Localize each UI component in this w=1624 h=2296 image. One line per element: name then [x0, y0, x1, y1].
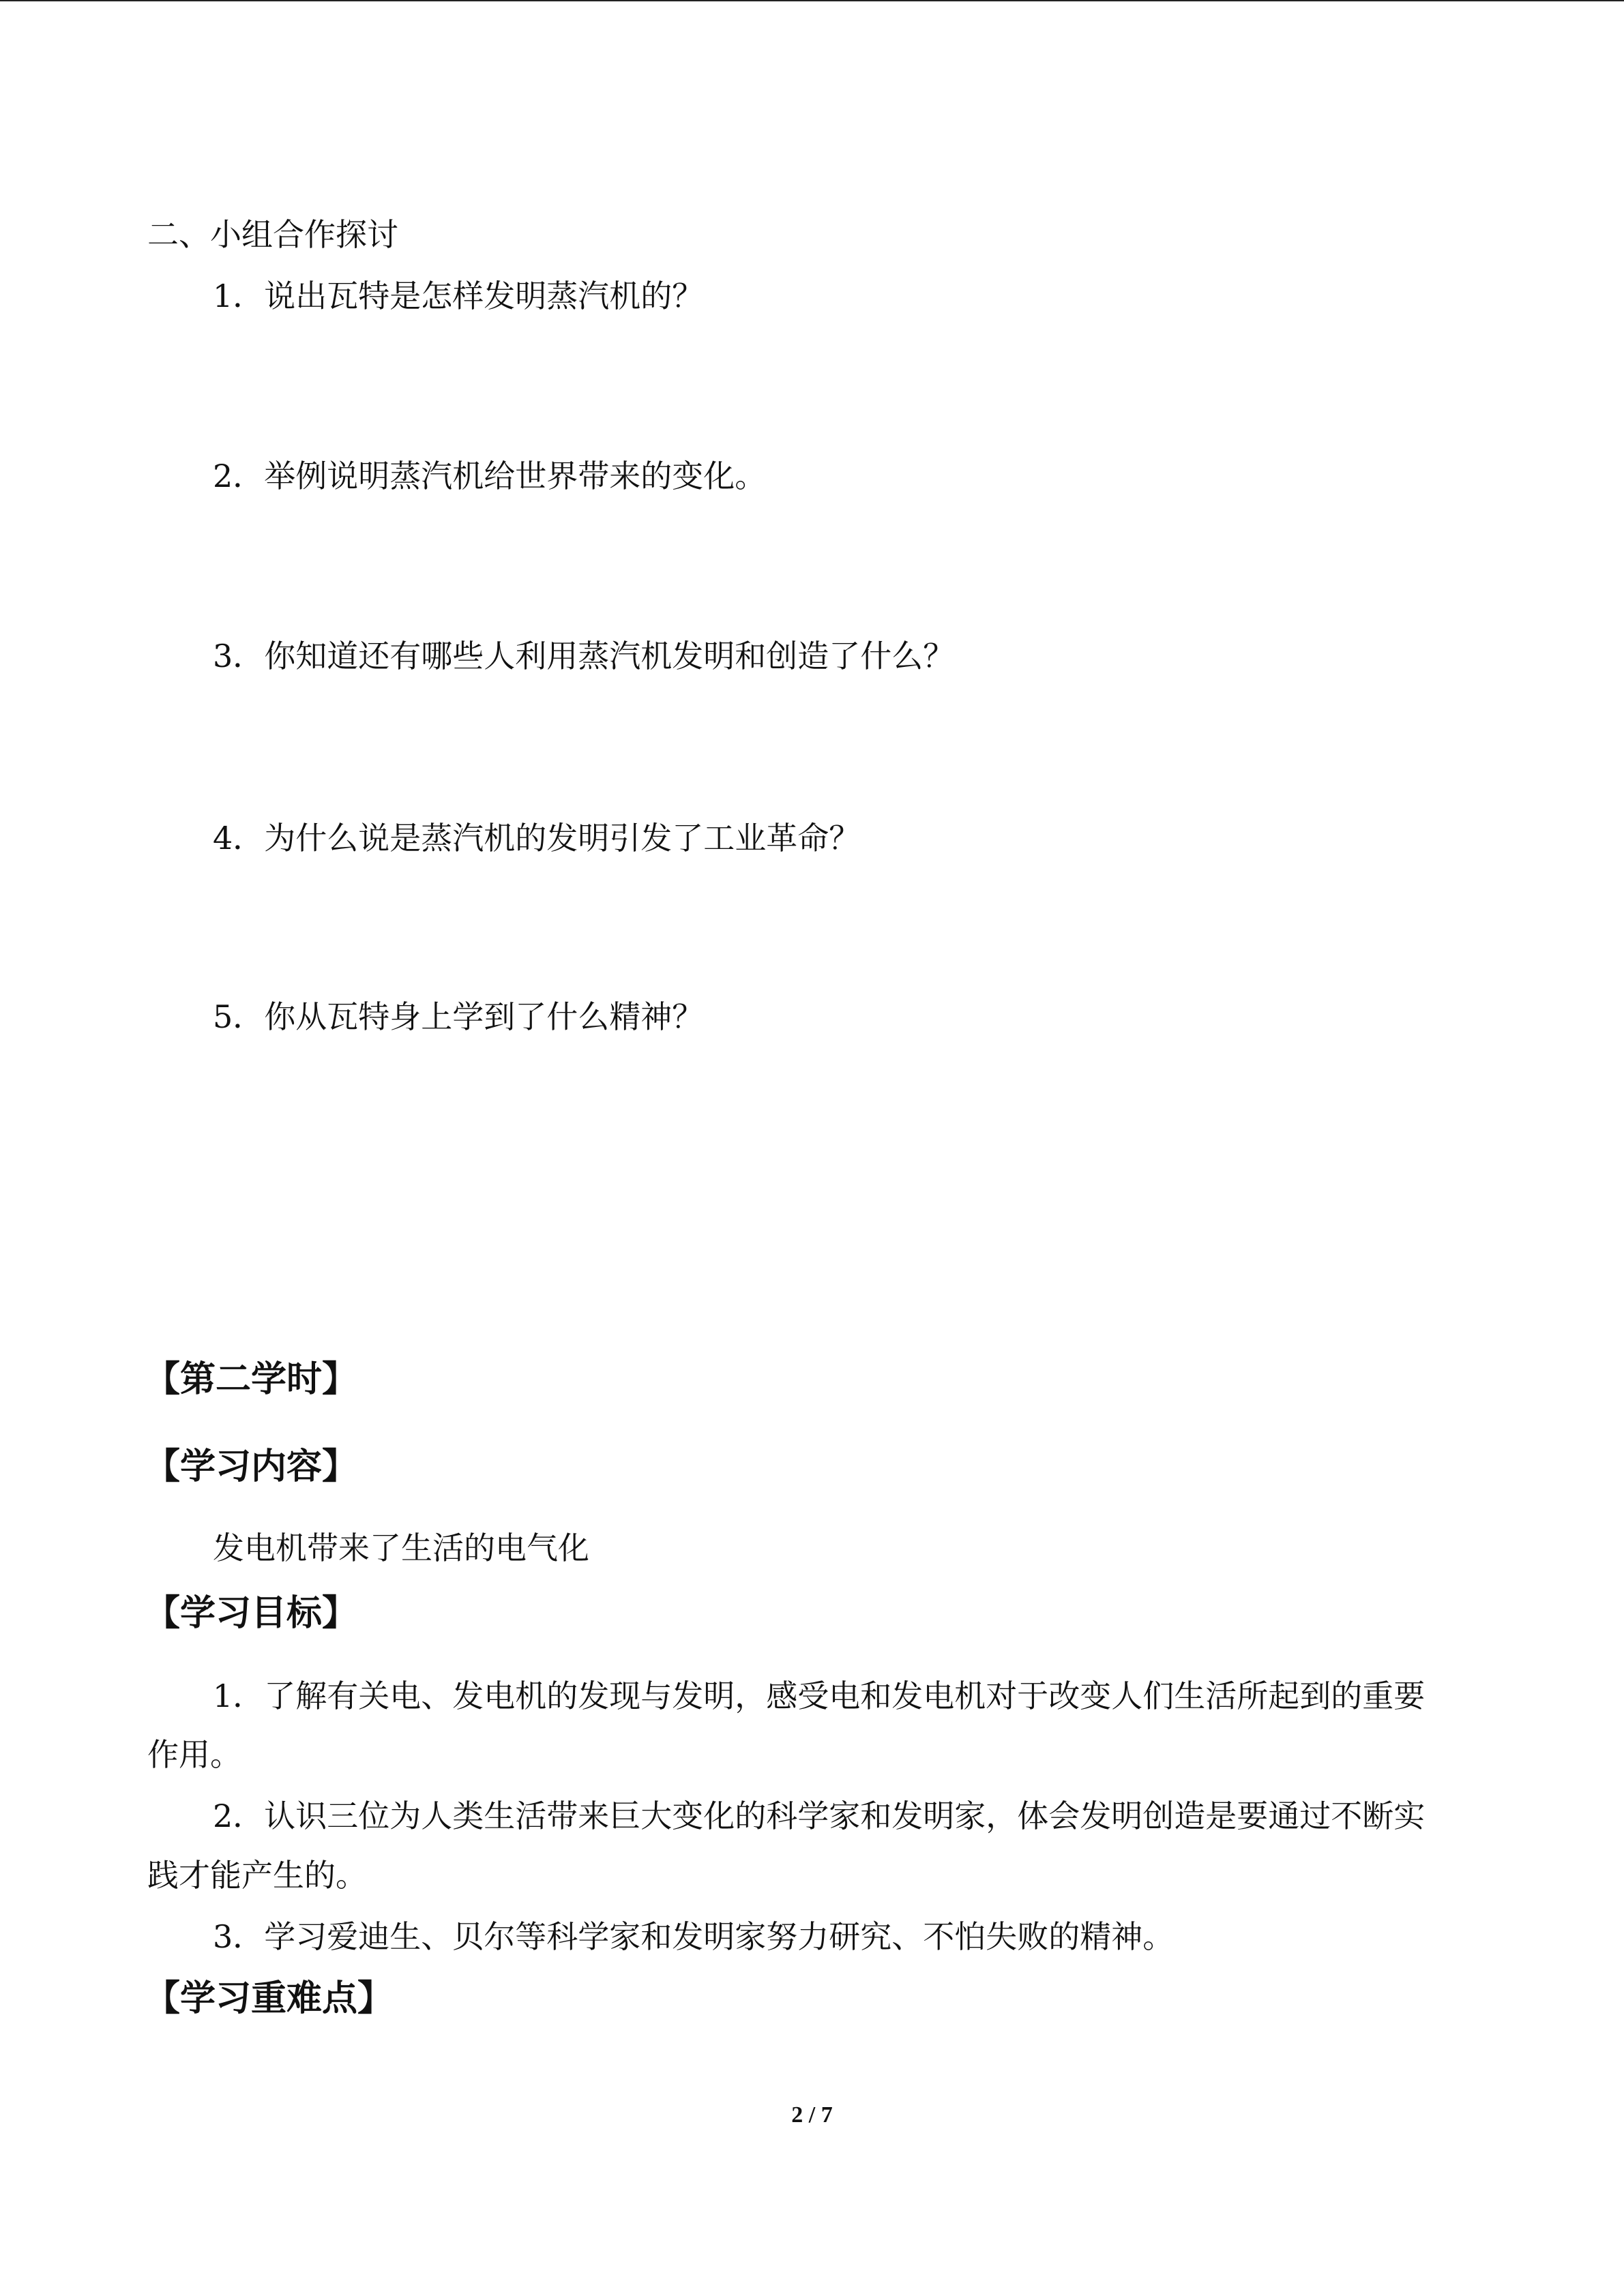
page-top-border — [0, 0, 1624, 1]
learning-content-text: 发电机带来了生活的电气化 — [213, 1530, 589, 1566]
key-difficulties-heading: 【学习重难点】 — [145, 1978, 394, 2019]
question-3: 3．你知道还有哪些人利用蒸汽机发明和创造了什么？ — [213, 638, 955, 674]
goal-2-line-2: 践才能产生的。 — [147, 1857, 367, 1894]
goal-1-line-1: 1．了解有关电、发电机的发现与发明，感受电和发电机对于改变人们生活所起到的重要 — [213, 1678, 1426, 1714]
goal-3: 3．学习爱迪生、贝尔等科学家和发明家努力研究、不怕失败的精神。 — [213, 1918, 1175, 1955]
learning-goals-heading: 【学习目标】 — [145, 1593, 358, 1634]
question-1: 1．说出瓦特是怎样发明蒸汽机的？ — [213, 278, 704, 314]
page-number: 2 / 7 — [791, 2102, 833, 2128]
goal-1-line-2: 作用。 — [147, 1736, 241, 1773]
second-period-heading: 【第二学时】 — [145, 1359, 358, 1400]
question-5: 5．你从瓦特身上学到了什么精神？ — [213, 998, 704, 1035]
question-4: 4．为什么说是蒸汽机的发明引发了工业革命？ — [213, 820, 861, 856]
section-heading-group-discussion: 二、小组合作探讨 — [147, 216, 398, 253]
goal-2-line-1: 2．认识三位为人类生活带来巨大变化的科学家和发明家，体会发明创造是要通过不断实 — [213, 1798, 1426, 1834]
learning-content-heading: 【学习内容】 — [145, 1446, 358, 1487]
question-2: 2．举例说明蒸汽机给世界带来的变化。 — [213, 458, 767, 494]
